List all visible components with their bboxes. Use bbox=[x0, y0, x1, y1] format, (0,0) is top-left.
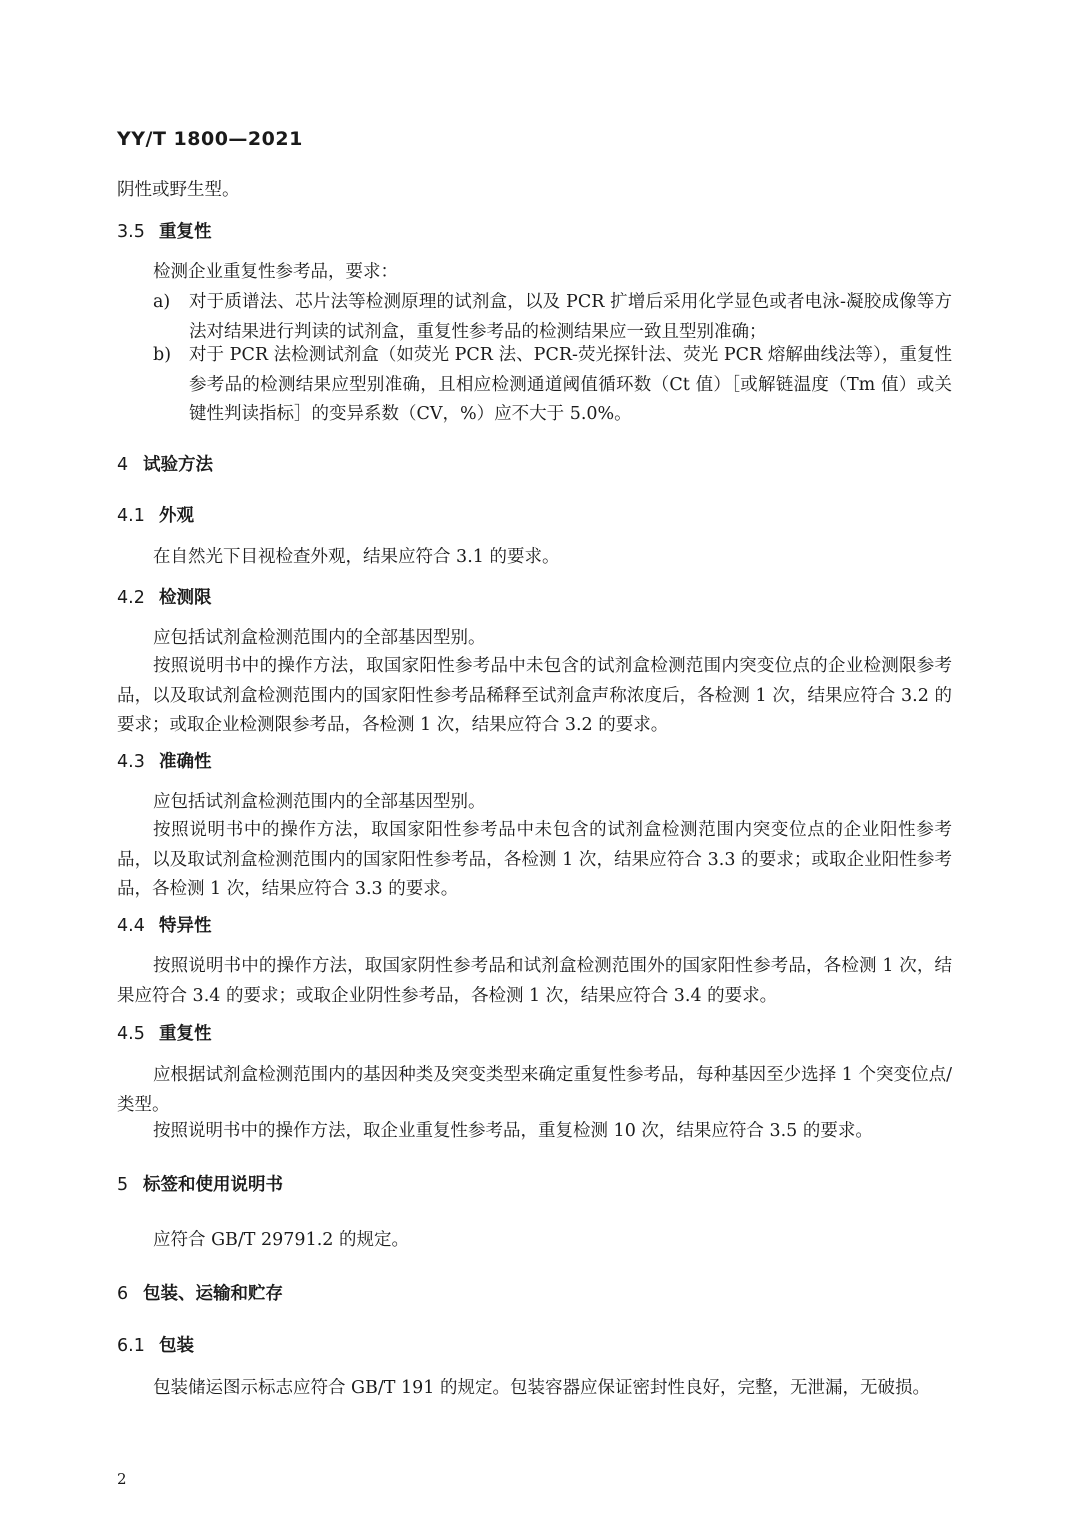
section-heading-4-5 bbox=[117, 1022, 212, 1046]
paragraph: 按照说明书中的操作方法，取国家阴性参考品和试剂盒检测范围外的国家阳性参考品，各检测 1 次，结果应符合 3.4 的要求；或取企业阴性参考品，各检测 1 次，结果应符合 3.4 的要求。 bbox=[117, 956, 952, 1006]
section-number: 4.5 bbox=[117, 1024, 145, 1044]
section-number: 4.4 bbox=[117, 916, 145, 936]
list-marker: a) bbox=[153, 292, 171, 312]
section-title: 重复性 bbox=[159, 222, 212, 242]
list-item bbox=[117, 288, 952, 347]
paragraph: 应根据试剂盒检测范围内的基因种类及突变类型来确定重复性参考品，每种基因至少选择 1 个突变位点/类型。 bbox=[117, 1065, 952, 1115]
list-item bbox=[117, 341, 952, 430]
list-marker: b) bbox=[153, 345, 172, 365]
paragraph: 包装储运图示标志应符合 GB/T 191 的规定。包装容器应保证密封性良好，完整，无泄漏，无破损。 bbox=[153, 1378, 930, 1398]
section-title: 重复性 bbox=[159, 1024, 212, 1044]
paragraph: 在自然光下目视检查外观，结果应符合 3.1 的要求。 bbox=[153, 547, 560, 567]
section-number: 4 bbox=[117, 455, 129, 475]
section-title: 包装、运输和贮存 bbox=[143, 1284, 283, 1304]
section-heading-4 bbox=[117, 453, 213, 477]
section-number: 4.2 bbox=[117, 588, 145, 608]
paragraph: 应包括试剂盒检测范围内的全部基因型别。 bbox=[153, 792, 486, 812]
section-heading-4-3 bbox=[117, 750, 212, 774]
continuation-text: 阴性或野生型。 bbox=[117, 180, 240, 200]
section-title: 试验方法 bbox=[143, 455, 213, 475]
page-number: 2 bbox=[117, 1470, 127, 1488]
section-title: 标签和使用说明书 bbox=[143, 1175, 283, 1195]
section-heading-4-4 bbox=[117, 914, 212, 938]
list-text: 对于 PCR 法检测试剂盒（如荧光 PCR 法、PCR-荧光探针法、荧光 PCR 熔解曲线法等），重复性参考品的检测结果应型别准确，且相应检测通道阈值循环数（Ct 值）［或解链温度（Tm 值）或关键性判读指标］的变异系数（CV，%）应不大于 5.0%。 bbox=[189, 345, 952, 424]
section-title: 检测限 bbox=[159, 588, 212, 608]
list-text: 对于质谱法、芯片法等检测原理的试剂盒，以及 PCR 扩增后采用化学显色或者电泳-凝胶成像等方法对结果进行判读的试剂盒，重复性参考品的检测结果应一致且型别准确； bbox=[189, 292, 952, 342]
paragraph: 按照说明书中的操作方法，取国家阳性参考品中未包含的试剂盒检测范围内突变位点的企业检测限参考品，以及取试剂盒检测范围内的国家阳性参考品稀释至试剂盒声称浓度后，各检测 1 次，结果应符合 3.2 的要求；或取企业检测限参考品，各检测 1 次，结果应符合 3.2 的要求。 bbox=[117, 656, 952, 735]
section-number: 5 bbox=[117, 1175, 129, 1195]
section-title: 特异性 bbox=[159, 916, 212, 936]
section-heading-4-1 bbox=[117, 504, 194, 528]
section-heading-3-5 bbox=[117, 220, 212, 244]
section-number: 6 bbox=[117, 1284, 129, 1304]
section-number: 4.3 bbox=[117, 752, 145, 772]
section-heading-6 bbox=[117, 1282, 283, 1306]
section-heading-4-2 bbox=[117, 586, 212, 610]
section-number: 3.5 bbox=[117, 222, 145, 242]
paragraph: 应符合 GB/T 29791.2 的规定。 bbox=[153, 1230, 409, 1250]
section-number: 6.1 bbox=[117, 1336, 145, 1356]
paragraph: 按照说明书中的操作方法，取企业重复性参考品，重复检测 10 次，结果应符合 3.5 的要求。 bbox=[153, 1121, 873, 1141]
section-number: 4.1 bbox=[117, 506, 145, 526]
section-heading-6-1 bbox=[117, 1334, 194, 1358]
section-title: 准确性 bbox=[159, 752, 212, 772]
section-heading-5 bbox=[117, 1173, 283, 1197]
standard-number: YY/T 1800—2021 bbox=[117, 128, 303, 150]
paragraph: 应包括试剂盒检测范围内的全部基因型别。 bbox=[153, 628, 486, 648]
paragraph: 检测企业重复性参考品，要求： bbox=[153, 262, 398, 282]
section-title: 外观 bbox=[159, 506, 194, 526]
paragraph: 按照说明书中的操作方法，取国家阳性参考品中未包含的试剂盒检测范围内突变位点的企业阳性参考品，以及取试剂盒检测范围内的国家阳性参考品，各检测 1 次，结果应符合 3.3 的要求；或取企业阳性参考品，各检测 1 次，结果应符合 3.3 的要求。 bbox=[117, 820, 952, 899]
section-title: 包装 bbox=[159, 1336, 194, 1356]
